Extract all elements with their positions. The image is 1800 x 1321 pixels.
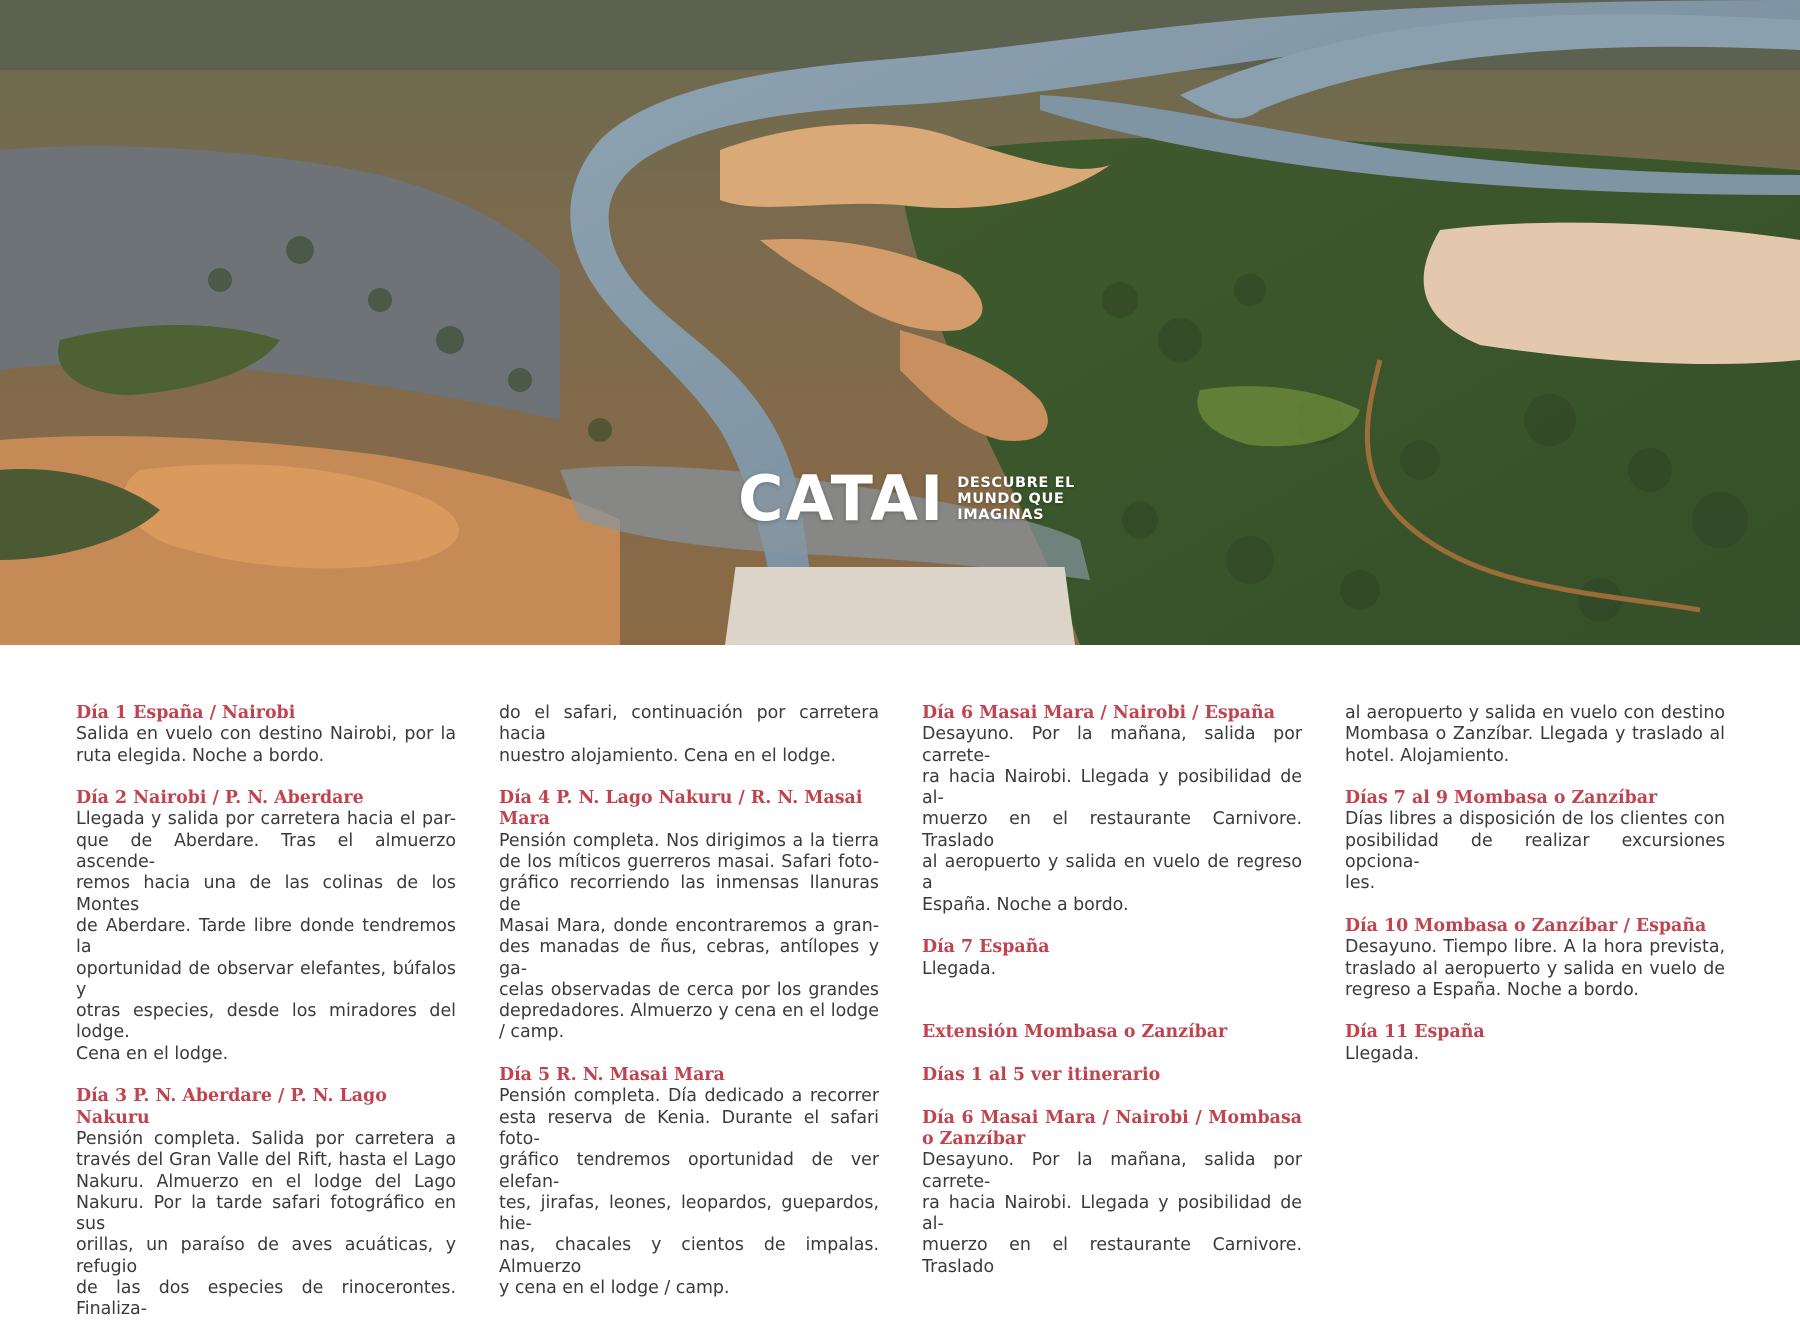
logo-wordmark: CATAI bbox=[738, 462, 946, 535]
day-heading: Día 6 Masai Mara / Nairobi / España bbox=[922, 703, 1275, 723]
body-line: des manadas de ñus, cebras, antílopes y ga- bbox=[499, 937, 879, 979]
body-line: Masai Mara, donde encontraremos a gran- bbox=[499, 915, 879, 936]
day-heading: Día 11 España bbox=[1345, 1022, 1485, 1043]
decorative-tab bbox=[725, 567, 1075, 645]
body-line: Desayuno. Tiempo libre. A la hora prevista, bbox=[1345, 937, 1725, 958]
logo-tagline bbox=[957, 475, 1075, 523]
hero-aerial-photo bbox=[0, 0, 1800, 645]
body-line: Días libres a disposición de los clientes con bbox=[1345, 809, 1725, 830]
body-line: que de Aberdare. Tras el almuerzo ascende- bbox=[76, 830, 456, 873]
day-heading: Días 7 al 9 Mombasa o Zanzíbar bbox=[1345, 788, 1658, 809]
body-line: de los míticos guerreros masai. Safari foto- bbox=[499, 852, 879, 873]
body-line: al aeropuerto y salida en vuelo de regreso a bbox=[922, 852, 1302, 894]
body-line: y cena en el lodge / camp. bbox=[499, 1278, 730, 1299]
tagline-line-3: IMAGINAS bbox=[957, 507, 1045, 523]
body-line: gráfico tendremos oportunidad de ver elefan- bbox=[499, 1150, 879, 1192]
itinerary-column-4 bbox=[1345, 703, 1725, 1065]
body-line: oportunidad de observar elefantes, búfalos y bbox=[76, 958, 456, 1000]
body-line: Desayuno. Por la mañana, salida por carrete- bbox=[922, 1150, 1302, 1192]
day-heading: Día 7 España bbox=[922, 937, 1050, 958]
body-line: remos hacia una de las colinas de los Montes bbox=[76, 873, 456, 915]
body-line: Llegada y salida por carretera hacia el par- bbox=[76, 809, 456, 830]
body-line: otras especies, desde los miradores del lodge. bbox=[76, 1001, 456, 1043]
body-line: nas, chacales y cientos de impalas. Almuerzo bbox=[499, 1235, 879, 1277]
body-line: nuestro alojamiento. Cena en el lodge. bbox=[499, 745, 837, 766]
body-line: ruta elegida. Noche a bordo. bbox=[76, 745, 325, 766]
body-line: de las dos especies de rinocerontes. Finaliza- bbox=[76, 1278, 456, 1320]
body-line: de Aberdare. Tarde libre donde tendremos la bbox=[76, 915, 456, 958]
body-line: do el safari, continuación por carretera hacia bbox=[499, 703, 879, 745]
body-line: tes, jirafas, leones, leopardos, guepardos, hie- bbox=[499, 1192, 879, 1235]
body-line: Cena en el lodge. bbox=[76, 1043, 229, 1064]
body-line: Nakuru. Almuerzo en el lodge del Lago bbox=[76, 1171, 456, 1192]
body-line: gráfico recorriendo las inmensas llanuras de bbox=[499, 873, 879, 915]
body-line: Llegada. bbox=[922, 958, 997, 979]
aerial-landscape-illustration bbox=[0, 0, 1800, 645]
itinerary-column-1 bbox=[76, 703, 456, 1321]
body-line: Salida en vuelo con destino Nairobi, por la bbox=[76, 724, 456, 745]
body-line: regreso a España. Noche a bordo. bbox=[1345, 979, 1639, 1000]
itinerary-column-3 bbox=[922, 703, 1302, 1278]
day-heading: Días 1 al 5 ver itinerario bbox=[922, 1065, 1161, 1086]
body-line: ra hacia Nairobi. Llegada y posibilidad de al- bbox=[922, 1192, 1302, 1235]
day-heading: Día 6 Masai Mara / Nairobi / Mombasa o Zanzíbar bbox=[922, 1107, 1302, 1149]
day-heading: Día 10 Mombasa o Zanzíbar / España bbox=[1345, 915, 1707, 936]
catai-logo bbox=[738, 462, 1075, 535]
day-heading: Día 1 España / Nairobi bbox=[76, 703, 296, 723]
itinerary-column-2 bbox=[499, 703, 879, 1299]
body-line: España. Noche a bordo. bbox=[922, 894, 1129, 915]
body-line: través del Gran Valle del Rift, hasta el Lago bbox=[76, 1150, 456, 1171]
day-heading: Día 4 P. N. Lago Nakuru / R. N. Masai Mara bbox=[499, 788, 863, 830]
body-line: celas observadas de cerca por los grandes bbox=[499, 979, 879, 1000]
body-line: posibilidad de realizar excursiones opciona- bbox=[1345, 830, 1725, 873]
body-line: Desayuno. Por la mañana, salida por carrete- bbox=[922, 724, 1302, 766]
body-line: muerzo en el restaurante Carnivore. Traslado bbox=[922, 809, 1302, 851]
body-line: traslado al aeropuerto y salida en vuelo de bbox=[1345, 958, 1725, 979]
body-line: Llegada. bbox=[1345, 1043, 1420, 1064]
body-line: / camp. bbox=[499, 1022, 565, 1043]
body-line: orillas, un paraíso de aves acuáticas, y refugio bbox=[76, 1235, 456, 1277]
body-line: esta reserva de Kenia. Durante el safari foto- bbox=[499, 1107, 879, 1149]
body-line: hotel. Alojamiento. bbox=[1345, 745, 1510, 766]
day-heading: Día 2 Nairobi / P. N. Aberdare bbox=[76, 788, 364, 809]
body-line: Pensión completa. Nos dirigimos a la tierra bbox=[499, 830, 879, 851]
tagline-line-2: MUNDO QUE bbox=[957, 491, 1065, 507]
body-line: Mombasa o Zanzíbar. Llegada y traslado al bbox=[1345, 724, 1725, 745]
body-line: Pensión completa. Día dedicado a recorrer bbox=[499, 1086, 879, 1107]
body-line: Pensión completa. Salida por carretera a bbox=[76, 1128, 456, 1149]
tagline-line-1: DESCUBRE EL bbox=[957, 475, 1075, 491]
body-line: depredadores. Almuerzo y cena en el lodge bbox=[499, 1001, 879, 1022]
day-heading: Día 3 P. N. Aberdare / P. N. Lago Nakuru bbox=[76, 1086, 387, 1128]
body-line: Nakuru. Por la tarde safari fotográfico en sus bbox=[76, 1192, 456, 1235]
body-line: muerzo en el restaurante Carnivore. Traslado bbox=[922, 1235, 1302, 1277]
body-line: al aeropuerto y salida en vuelo con destino bbox=[1345, 703, 1725, 723]
extension-heading: Extensión Mombasa o Zanzíbar bbox=[922, 1022, 1228, 1043]
body-line: ra hacia Nairobi. Llegada y posibilidad de al- bbox=[922, 766, 1302, 809]
body-line: les. bbox=[1345, 873, 1376, 894]
day-heading: Día 5 R. N. Masai Mara bbox=[499, 1065, 725, 1086]
